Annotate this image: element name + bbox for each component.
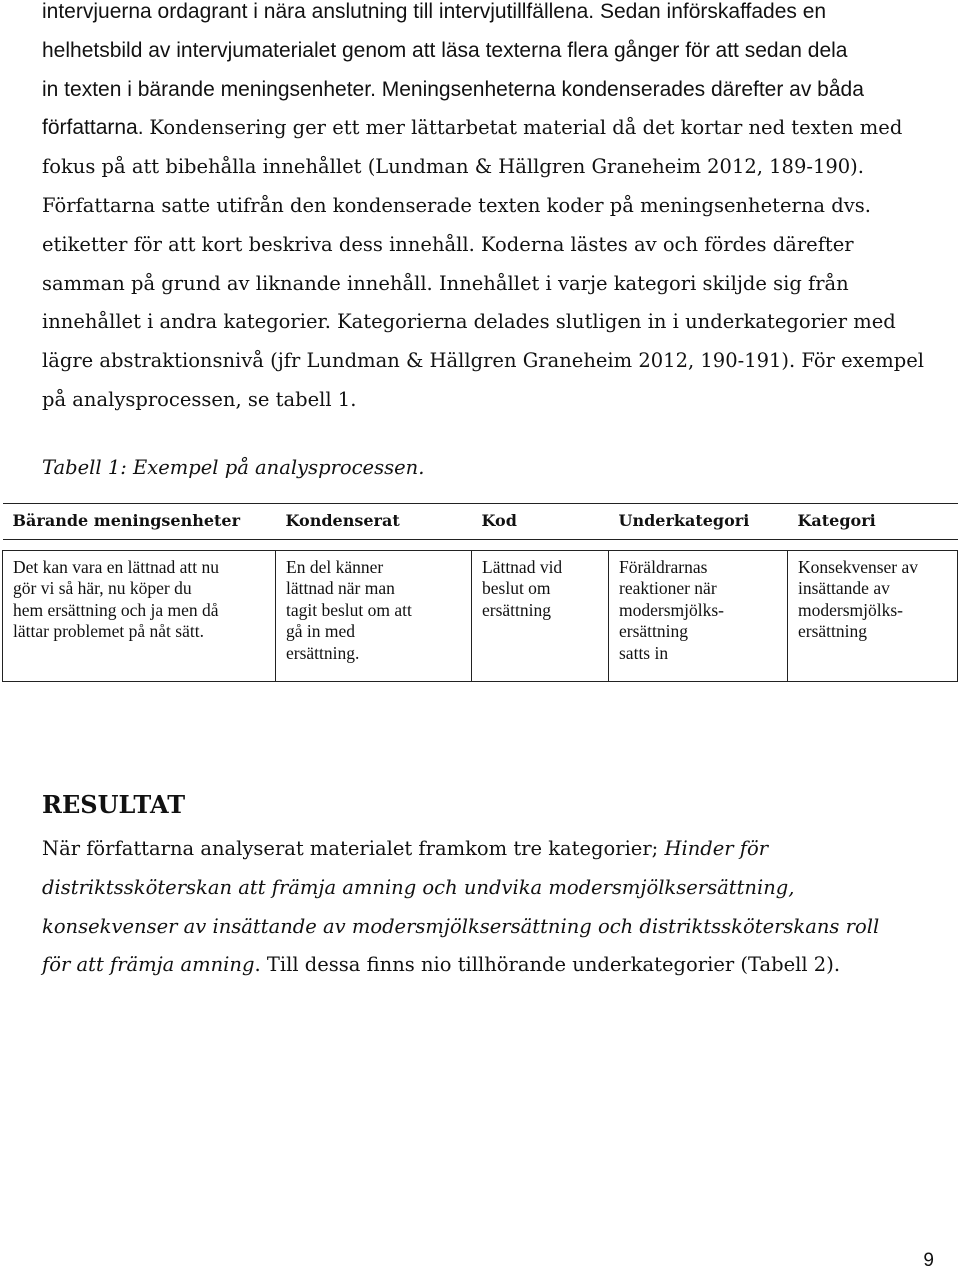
table-row — [3, 550, 958, 681]
text-line: intervjuerna ordagrant i nära anslutning till intervjutillfällena. Sedan införskaffades en — [42, 0, 827, 23]
page-number: 9 — [923, 1250, 934, 1271]
text-line: fokus på att bibehålla innehållet (Lundman & Hällgren Graneheim 2012, 189-190). — [42, 155, 864, 179]
method-paragraph — [42, 0, 942, 420]
text-line: på analysprocessen, se tabell 1. — [42, 387, 357, 411]
text-segment: författarna. — [42, 116, 150, 140]
cell-text-line: En del känner — [286, 556, 384, 577]
table-caption: Tabell 1: Exempel på analysprocessen. — [42, 456, 425, 479]
text-segment-italic: för att främja amning — [42, 953, 255, 977]
table-header-row — [3, 504, 958, 540]
text-line: etiketter för att kort beskriva dess innehåll. Koderna lästes av och fördes därefter — [42, 232, 854, 256]
text-line-italic: konsekvenser av insättande av modersmjölksersättning och distriktssköterskans roll — [42, 914, 880, 938]
text-segment: in texten i bärande meningsenheter. Meningsenheterna kondenserades därefter av båda — [42, 77, 864, 101]
text-line: lägre abstraktionsnivå (jfr Lundman & Hällgren Graneheim 2012, 190-191). För exempel — [42, 349, 924, 373]
cell-text-line: ersättning — [798, 621, 868, 641]
cell-text-line: Föräldrarnas — [619, 556, 708, 577]
cell-text-line: gör vi så här, nu köper du — [13, 578, 192, 598]
cell-text-line: beslut om — [482, 578, 551, 598]
cell-text-line: Lättnad vid — [482, 556, 563, 577]
cell-subcategory — [609, 550, 788, 681]
cell-text-line: modersmjölks- — [619, 599, 724, 620]
cell-code — [472, 550, 609, 681]
cell-text-line: hem ersättning och ja men då — [13, 599, 219, 620]
text-segment: . Till dessa finns nio tillhörande underkategorier (Tabell 2). — [254, 953, 841, 977]
cell-condensed — [276, 550, 472, 681]
cell-text-line: modersmjölks- — [798, 599, 903, 620]
cell-text-line: gå in med — [286, 621, 356, 641]
analysis-table — [2, 503, 958, 682]
text-segment: När författarna analyserat materialet framkom tre kategorier; — [42, 837, 665, 860]
results-paragraph — [42, 830, 942, 985]
cell-text-line: reaktioner när — [619, 578, 717, 598]
column-header-code: Kod — [472, 504, 609, 540]
text-line: samman på grund av liknande innehåll. Innehållet i varje kategori skiljde sig från — [42, 271, 849, 295]
column-header-meaning-units: Bärande meningsenheter — [3, 504, 276, 540]
cell-text-line: ersättning. — [286, 642, 360, 663]
cell-meaning-unit — [3, 550, 276, 681]
cell-text-line: tagit beslut om att — [286, 599, 412, 620]
text-line: helhetsbild av intervjumaterialet genom att läsa texterna flera gånger för att sedan dela — [42, 38, 848, 62]
text-line: Författarna satte utifrån den kondenserade texten koder på meningsenheterna dvs. — [42, 193, 871, 217]
text-line — [42, 830, 942, 869]
cell-category — [788, 550, 958, 681]
text-segment: Kondensering ger ett mer lättarbetat material då det kortar ned texten med — [149, 116, 903, 140]
text-segment-italic: Hinder för — [664, 837, 769, 860]
cell-text-line: insättande av — [798, 578, 890, 598]
cell-text-line: satts in — [619, 642, 669, 663]
text-line — [42, 109, 942, 148]
cell-text-line: ersättning — [482, 599, 552, 620]
cell-text-line: lättar problemet på nåt sätt. — [13, 621, 204, 641]
column-header-category: Kategori — [788, 504, 958, 540]
cell-text-line: Det kan vara en lättnad att nu — [13, 556, 220, 577]
text-line: innehållet i andra kategorier. Kategorierna delades slutligen in i underkategorier med — [42, 310, 896, 334]
column-header-condensed: Kondenserat — [276, 504, 472, 540]
column-header-subcategory: Underkategori — [609, 504, 788, 540]
cell-text-line: ersättning — [619, 621, 689, 641]
text-line-italic: distriktssköterskan att främja amning och undvika modersmjölksersättning, — [42, 875, 795, 899]
text-line — [42, 946, 942, 985]
cell-text-line: Konsekvenser av — [798, 556, 919, 577]
cell-text-line: lättnad när man — [286, 578, 395, 598]
text-line — [42, 71, 942, 110]
results-heading: RESULTAT — [42, 790, 186, 819]
